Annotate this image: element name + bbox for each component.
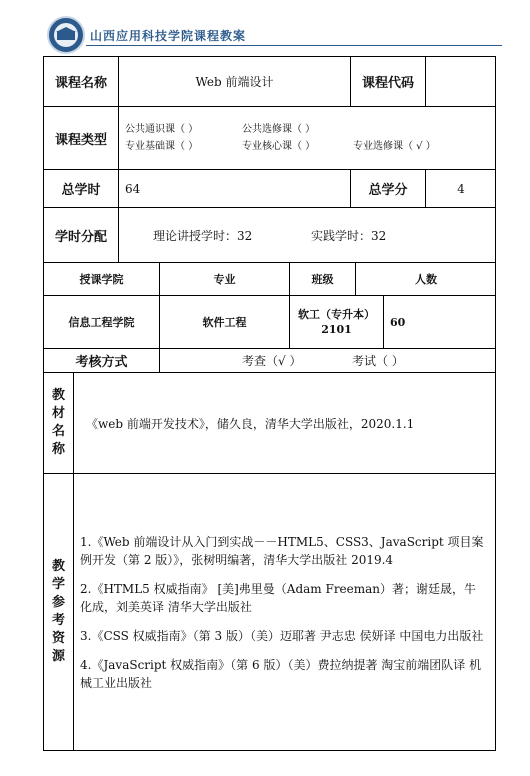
school-logo-icon [47, 16, 85, 54]
college-header: 授课学院 [44, 263, 160, 296]
class-value-line1: 软工（专升本） [298, 308, 375, 321]
assessment-label: 考核方式 [44, 349, 160, 373]
textbook-label: 教 材 名 称 [44, 373, 74, 474]
course-info-table [43, 56, 496, 751]
references-list [74, 474, 496, 750]
assessment-check: 考查（√ ） [242, 354, 302, 368]
count-value: 60 [384, 296, 496, 349]
course-type-label: 课程类型 [44, 107, 119, 170]
course-name-label: 课程名称 [44, 57, 119, 107]
theory-hours: 理论讲授学时：32 [153, 228, 253, 243]
count-header: 人数 [356, 263, 496, 296]
major-header: 专业 [160, 263, 290, 296]
total-hours-label: 总学时 [44, 170, 119, 208]
reference-item: 3.《CSS 权威指南》（第 3 版）（美）迈耶著 尹志忠 侯妍译 中国电力出版社 [80, 628, 484, 643]
reference-item: 1.《Web 前端设计从入门到实战－－HTML5、CSS3、JavaScript 项目案例开发（第 2 版）》，张树明编著，清华大学出版社 2019.4 [80, 534, 484, 567]
header-rule [86, 45, 502, 46]
option-public-elective: 公共选修课（ ） [242, 124, 316, 135]
total-hours-value: 64 [119, 170, 351, 208]
school-name: 山西应用科技学院课程教案 [90, 29, 247, 43]
option-major-basic: 专业基础课（ ） [125, 141, 199, 152]
class-header: 班级 [290, 263, 356, 296]
hours-split-value [119, 208, 496, 263]
references-label: 教 学 参 考 资 源 [44, 474, 74, 750]
course-code-label: 课程代码 [351, 57, 426, 107]
textbook-value: 《web 前端开发技术》，储久良，清华大学出版社，2020.1.1 [74, 373, 496, 474]
reference-item: 2.《HTML5 权威指南》 [美]弗里曼（Adam Freeman）著；谢廷晟，牛化成，刘美英译 清华大学出版社 [80, 581, 477, 614]
page-header [0, 0, 530, 56]
reference-item: 4.《JavaScript 权威指南》（第 6 版）（美）费拉纳提著 淘宝前端团队译 机械工业出版社 [80, 657, 482, 690]
option-major-core: 专业核心课（ ） [242, 141, 316, 152]
college-value: 信息工程学院 [44, 296, 160, 349]
class-value [290, 296, 384, 349]
course-name-value: Web 前端设计 [119, 57, 351, 107]
option-major-elective: 专业选修课（ √ ） [353, 141, 436, 152]
class-value-line2: 2101 [321, 323, 352, 336]
assessment-value [160, 349, 496, 373]
total-credits-value: 4 [426, 170, 496, 208]
course-type-options [119, 107, 496, 170]
hours-split-label: 学时分配 [44, 208, 119, 263]
course-code-value [426, 57, 496, 107]
total-credits-label: 总学分 [351, 170, 426, 208]
major-value: 软件工程 [160, 296, 290, 349]
assessment-test: 考试（ ） [352, 354, 404, 368]
practice-hours: 实践学时：32 [311, 228, 387, 243]
option-public-required: 公共通识课（ ） [125, 124, 199, 135]
